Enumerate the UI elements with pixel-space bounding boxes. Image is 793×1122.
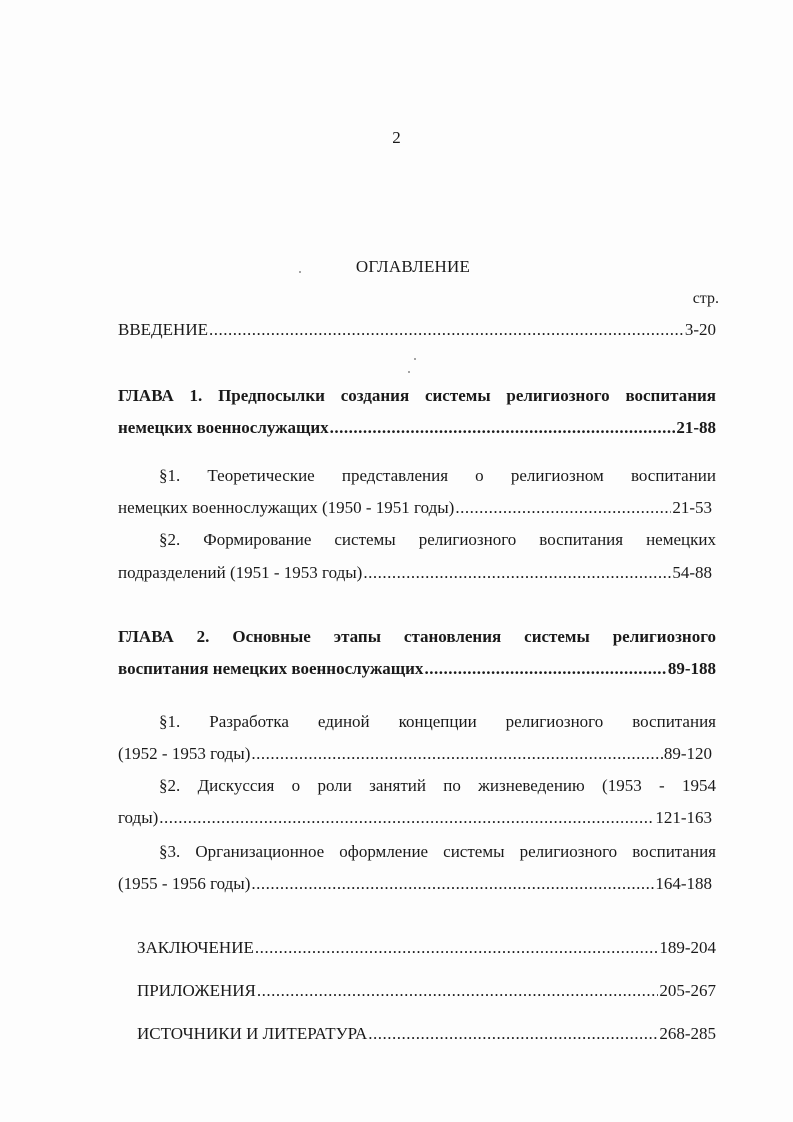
toc-entry-intro <box>118 320 716 340</box>
chapter-1-section-2: §2. Формирование системы религиозного воспитания немецких <box>159 530 716 549</box>
leader-dots <box>455 498 671 518</box>
toc-entry-pages: 89-120 <box>663 744 712 763</box>
chapter-2-section-2-end <box>118 808 712 828</box>
chapter-2-heading: ГЛАВА 2. Основные этапы становления системы религиозного <box>118 627 716 646</box>
chapter-2-heading-end <box>118 659 716 679</box>
toc-entry-pages: 121-163 <box>655 808 712 827</box>
leader-dots <box>330 418 676 438</box>
chapter-2-section-3: §3. Организационное оформление системы религиозного воспитания <box>159 842 716 861</box>
toc-entry-sources <box>137 1024 716 1044</box>
chapter-1-heading-end <box>118 418 716 438</box>
toc-entry-label: годы) <box>118 808 159 827</box>
toc-entry-pages: 268-285 <box>659 1024 716 1043</box>
toc-entry-pages: 89-188 <box>667 659 716 678</box>
toc-entry-pages: 205-267 <box>659 981 716 1000</box>
toc-entry-appendices <box>137 981 716 1001</box>
leader-dots <box>251 744 662 764</box>
chapter-1-heading: ГЛАВА 1. Предпосылки создания системы религиозного воспитания <box>118 386 716 405</box>
toc-entry-pages: 164-188 <box>655 874 712 893</box>
pages-column-label: стр. <box>692 290 719 307</box>
page-number: 2 <box>392 128 401 147</box>
toc-entry-pages: 3-20 <box>684 320 716 339</box>
leader-dots <box>251 874 654 894</box>
chapter-2-section-1: §1. Разработка единой концепции религиозного воспитания <box>159 712 716 731</box>
toc-entry-label: ПРИЛОЖЕНИЯ <box>137 981 256 1000</box>
toc-entry-label: ИСТОЧНИКИ И ЛИТЕРАТУРА <box>137 1024 368 1043</box>
leader-dots <box>368 1024 658 1044</box>
toc-entry-label: (1952 - 1953 годы) <box>118 744 251 763</box>
toc-entry-label: ВВЕДЕНИЕ <box>118 320 208 339</box>
scan-speck <box>414 358 416 360</box>
leader-dots <box>159 808 654 828</box>
leader-dots <box>257 981 658 1001</box>
leader-dots <box>209 320 684 340</box>
toc-entry-conclusion <box>137 938 716 958</box>
toc-entry-label: немецких военнослужащих <box>118 418 329 437</box>
chapter-1-section-1-end <box>118 498 712 518</box>
chapter-1-section-2-end <box>118 563 712 583</box>
scan-speck <box>408 371 410 373</box>
toc-entry-pages: 21-88 <box>676 418 716 437</box>
chapter-2-section-3-end <box>118 874 712 894</box>
toc-entry-label: воспитания немецких военнослужащих <box>118 659 424 678</box>
leader-dots <box>363 563 671 583</box>
toc-entry-label: (1955 - 1956 годы) <box>118 874 251 893</box>
leader-dots <box>255 938 658 958</box>
toc-entry-pages: 54-88 <box>672 563 712 582</box>
toc-entry-label: немецких военнослужащих (1950 - 1951 годы) <box>118 498 455 517</box>
chapter-1-section-1: §1. Теоретические представления о религиозном воспитании <box>159 466 716 485</box>
chapter-2-section-1-end <box>118 744 712 764</box>
toc-title: ОГЛАВЛЕНИЕ <box>355 257 471 276</box>
leader-dots <box>424 659 666 679</box>
toc-entry-label: подразделений (1951 - 1953 годы) <box>118 563 363 582</box>
chapter-2-section-2: §2. Дискуссия о роли занятий по жизневедению (1953 - 1954 <box>159 776 716 795</box>
toc-entry-pages: 21-53 <box>672 498 712 517</box>
scan-speck <box>299 271 301 273</box>
toc-entry-label: ЗАКЛЮЧЕНИЕ <box>137 938 254 957</box>
toc-entry-pages: 189-204 <box>659 938 716 957</box>
